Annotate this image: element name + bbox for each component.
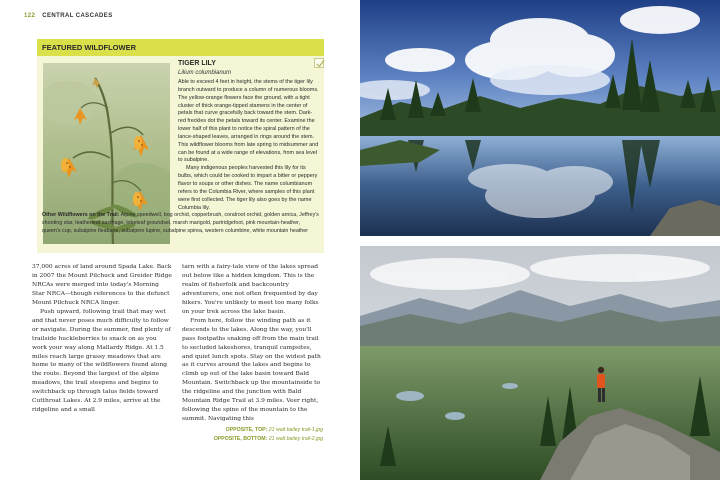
caption-bottom-file: 21 walt bailey trail-2.jpg [268, 435, 323, 442]
summit-hiker-photo [360, 246, 720, 480]
featured-wildflower-sidebar [37, 39, 324, 253]
sidebar-paragraph: Able to exceed 4 feet in height, the stems of the tiger lily branch outward to produce a column of numerous blooms. The yellow-orange flowers face the ground, with a tight cluster of thick orange-tipped stamens in the center of petals that curve gracefully back toward the stem. Dark-red freckles dot the petals toward its center. Examine the lower half of this plant to notice the spiral pattern of the lance-shaped leaves, arranged in rings around the stem. This wildflower blooms from late spring to midsummer and can be found at a wide range of elevations, from sea level to subalpine. [178, 79, 319, 164]
left-page [0, 0, 360, 480]
photo-captions [214, 426, 323, 443]
body-paragraph: 37,000 acres of land around Spada Lake. Back in 2007 the Mount Pilchuck and Greider Ridge NRCAs were merged into today's Morning Star NRCA—though references to the defunct Mount Pilchuck NRCA linger. [32, 264, 172, 306]
running-head [24, 13, 113, 19]
other-wildflowers-label: Other Wildflowers on the Trail: [42, 212, 120, 218]
other-wildflowers-list: Alpine speedwell, bog orchid, copperbrush, coralroot orchid, golden arnica, Jeffrey's shooting star, leatherleaf saxifrage, lobeleaf groundsel, marsh marigold, partridgefoot, pink mountain-heather, queen's cup, subalpine fleabane, subalpine lupine, subalpine spirea, western columbine, white mountain heather [42, 212, 319, 234]
body-column-right [182, 263, 322, 424]
checkmark-icon [316, 59, 325, 68]
sidebar-header: FEATURED WILDFLOWER [37, 39, 324, 56]
body-paragraph: tarn with a fairy-tale view of the lakes spread out below like a hidden kingdom. This is the realm of fisherfolk and backcountry adventurers, one not often frequented by day hikers. You're unlikely to meet too many folks on your trek across the lake basin. [182, 264, 319, 315]
sidebar-paragraph: Many indigenous peoples harvested this lily for its bulbs, which could be cooked to impart a bitter or peppery flavor to soups or other dishes. The name columbianum refers to the Columbia River, where samples of this plant were first collected. The tiger lily also goes by the name Columbia lily. [178, 165, 318, 211]
checklist-checkbox[interactable] [314, 58, 324, 68]
page-number: 122 [24, 13, 36, 19]
caption-top-label: OPPOSITE, TOP: [225, 427, 268, 433]
lake-reflection-photo [360, 0, 720, 236]
body-paragraph: From here, follow the winding path as it descends to the lakes. Along the way, you'll pass footpaths snaking off from the main trail to secluded lakeshores, tranquil campsites, and quiet lunch spots. Stay on the widest path as it curves around the lakes and begins to climb up out of the lake basin toward Bald Mountain. Switchback up the mountainside to the ridgeline and the junction with Bald Mountain Ridge Trail at 3.9 miles. Veer right, following the spine of the mountain to the summit. Navigating this [182, 317, 321, 423]
caption-top [214, 426, 323, 435]
right-page [360, 0, 720, 480]
sidebar-description [178, 79, 320, 212]
body-column-left [32, 263, 172, 415]
body-paragraph: Push upward, following trail that may wet and that never poses much difficulty to follow or navigate. During the summer, find plenty of trailside huckleberries to snack on as you work your way along Mallardy Ridge. At 1.5 miles reach large grassy meadows that are home to many of the wildflowers found along the route. Beyond the largest of the alpine meadows, the trail steepens and begins to switchback up through talus fields toward Cutthroat Lakes. At 2.9 miles, arrive at the ridgeline and a small [32, 308, 171, 414]
other-wildflowers [42, 212, 320, 235]
caption-bottom [214, 435, 323, 444]
plant-name: TIGER LILY [178, 60, 216, 67]
caption-top-file: 21 walt bailey trail-1.jpg [268, 427, 323, 433]
section-title: CENTRAL CASCADES [42, 13, 113, 19]
plant-latin-name: Lilium columbianum [178, 70, 232, 76]
caption-bottom-label: OPPOSITE, BOTTOM: [213, 435, 268, 442]
